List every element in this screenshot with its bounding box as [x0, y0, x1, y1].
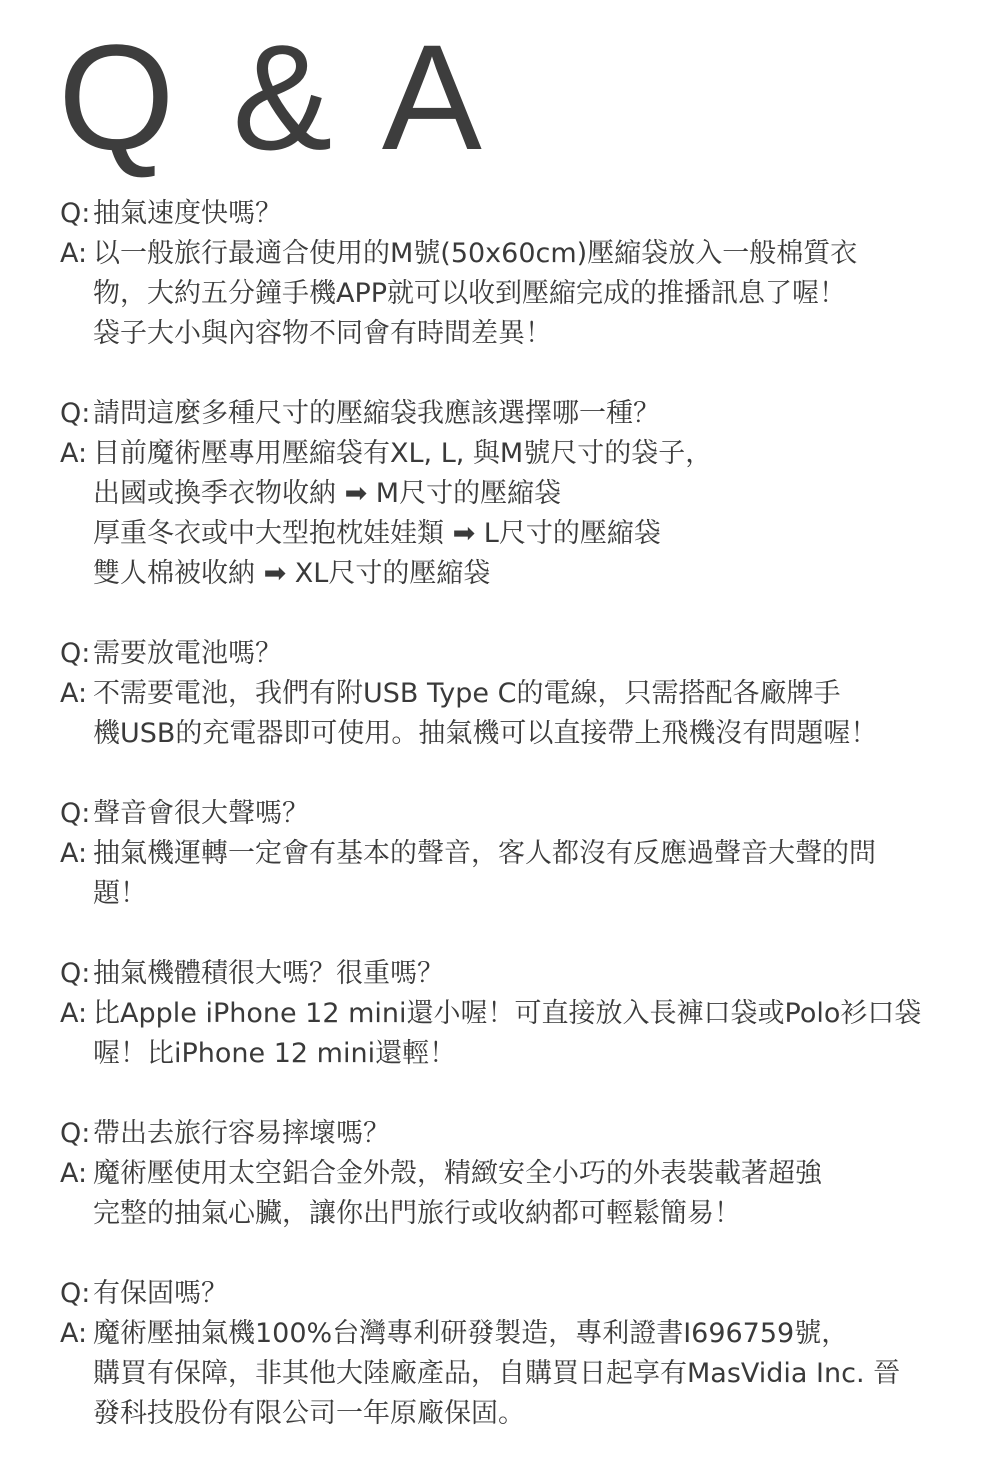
- answer-continuation: 發科技股份有限公司一年原廠保固。: [93, 1398, 525, 1429]
- question-prefix: Q:: [60, 638, 91, 669]
- answer-line: [60, 1154, 970, 1194]
- answer-text: 不需要電池，我們有附USB Type C的電線，只需搭配各廠牌手: [93, 678, 841, 709]
- question-prefix: Q:: [60, 398, 91, 429]
- answer-continuation: 機USB的充電器即可使用。抽氣機可以直接帶上飛機沒有問題喔！: [93, 718, 878, 749]
- answer-prefix: A:: [60, 1158, 88, 1189]
- question-text: 請問這麼多種尺寸的壓縮袋我應該選擇哪一種？: [93, 398, 660, 429]
- answer-line: [60, 834, 970, 874]
- qa-item: [60, 634, 970, 754]
- question-prefix: Q:: [60, 1118, 91, 1149]
- answer-text: 抽氣機運轉一定會有基本的聲音，客人都沒有反應過聲音大聲的問: [93, 838, 876, 869]
- answer-prefix: A:: [60, 1318, 88, 1349]
- question-line: [60, 1114, 970, 1154]
- question-line: [60, 194, 970, 234]
- question-line: [60, 794, 970, 834]
- answer-continuation: 喔！比iPhone 12 mini還輕！: [93, 1038, 457, 1069]
- qa-list: [60, 194, 970, 1474]
- qa-item: [60, 1274, 970, 1434]
- question-prefix: Q:: [60, 198, 91, 229]
- answer-line: [60, 674, 970, 714]
- question-line: [60, 634, 970, 674]
- question-text: 有保固嗎？: [93, 1278, 228, 1309]
- question-line: [60, 394, 970, 434]
- question-text: 需要放電池嗎？: [93, 638, 282, 669]
- question-text: 帶出去旅行容易摔壞嗎？: [93, 1118, 390, 1149]
- answer-line: [60, 234, 970, 274]
- question-prefix: Q:: [60, 1278, 91, 1309]
- answer-line: [60, 434, 970, 474]
- answer-continuation: 題！: [93, 878, 147, 909]
- answer-continuation: 購買有保障，非其他大陸廠產品，自購買日起享有MasVidia Inc. 晉: [93, 1358, 901, 1389]
- question-text: 抽氣機體積很大嗎？很重嗎？: [93, 958, 444, 989]
- question-line: [60, 1274, 970, 1314]
- answer-text: 魔術壓使用太空鋁合金外殼，精緻安全小巧的外表裝載著超強: [93, 1158, 822, 1189]
- answer-text: 魔術壓抽氣機100%台灣專利研發製造，專利證書I696759號，: [93, 1318, 849, 1349]
- qa-item: [60, 794, 970, 914]
- answer-continuation: 出國或換季衣物收納 ➡ M尺寸的壓縮袋: [93, 478, 562, 509]
- answer-prefix: A:: [60, 838, 88, 869]
- qa-item: [60, 954, 970, 1074]
- question-text: 聲音會很大聲嗎？: [93, 798, 309, 829]
- question-text: 抽氣速度快嗎？: [93, 198, 282, 229]
- answer-text: 以一般旅行最適合使用的M號(50x60cm)壓縮袋放入一般棉質衣: [93, 238, 858, 269]
- answer-continuation: 物，大約五分鐘手機APP就可以收到壓縮完成的推播訊息了喔！: [93, 278, 847, 309]
- answer-prefix: A:: [60, 238, 88, 269]
- answer-text: 比Apple iPhone 12 mini還小喔！可直接放入長褲口袋或Polo衫口袋: [93, 998, 922, 1029]
- question-prefix: Q:: [60, 798, 91, 829]
- answer-continuation: 完整的抽氣心臟，讓你出門旅行或收納都可輕鬆簡易！: [93, 1198, 741, 1229]
- question-line: [60, 954, 970, 994]
- answer-continuation: 雙人棉被收納 ➡ XL尺寸的壓縮袋: [93, 558, 491, 589]
- answer-prefix: A:: [60, 438, 88, 469]
- answer-line: [60, 994, 970, 1034]
- answer-prefix: A:: [60, 998, 88, 1029]
- qa-item: [60, 394, 970, 594]
- page-title: Q & A: [58, 13, 490, 181]
- answer-line: [60, 1314, 970, 1354]
- qa-item: [60, 1114, 970, 1234]
- answer-text: 目前魔術壓專用壓縮袋有XL, L, 與M號尺寸的袋子，: [93, 438, 713, 469]
- question-prefix: Q:: [60, 958, 91, 989]
- answer-continuation: 袋子大小與內容物不同會有時間差異！: [93, 318, 552, 349]
- answer-continuation: 厚重冬衣或中大型抱枕娃娃類 ➡ L尺寸的壓縮袋: [93, 518, 661, 549]
- answer-prefix: A:: [60, 678, 88, 709]
- qa-item: [60, 194, 970, 354]
